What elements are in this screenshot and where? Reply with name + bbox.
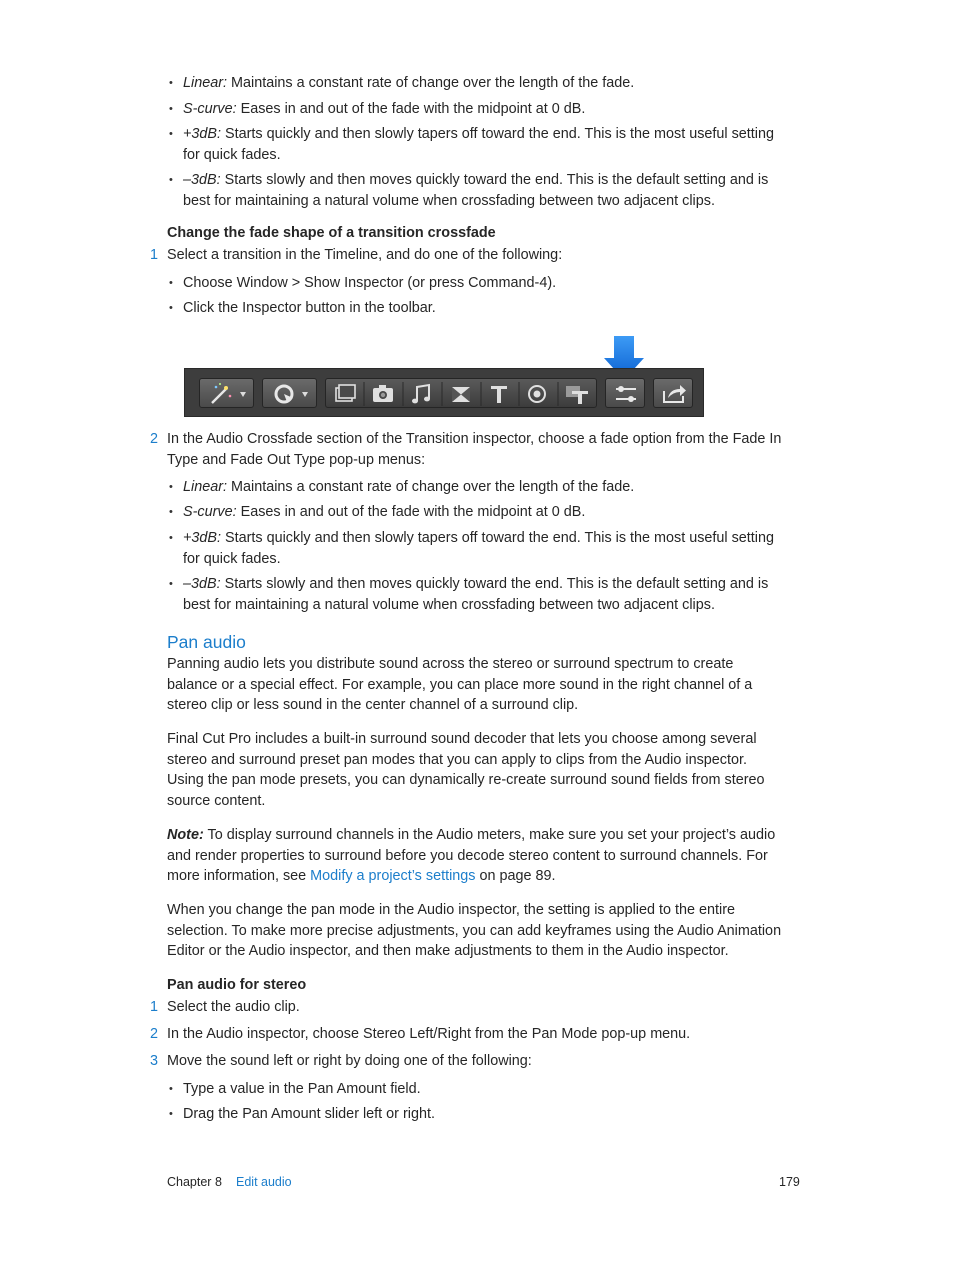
media-browser-group <box>325 378 597 408</box>
list-item: S-curve: Eases in and out of the fade with the midpoint at 0 dB. <box>183 101 586 117</box>
bullet: • <box>169 481 173 493</box>
transitions-icon[interactable] <box>452 387 470 402</box>
titles-icon[interactable] <box>491 386 507 403</box>
paragraph-line: balance or a special effect. For example, you can place more sound in the right channel of a <box>167 677 753 693</box>
list-item: Drag the Pan Amount slider left or right. <box>183 1106 435 1122</box>
enhancements-button[interactable] <box>199 378 254 408</box>
modify-project-settings-link[interactable]: Modify a project’s settings <box>310 868 476 884</box>
inspector-button[interactable] <box>605 378 645 408</box>
generators-icon[interactable] <box>529 386 545 402</box>
bullet: • <box>169 578 173 590</box>
bullet: • <box>169 103 173 115</box>
share-button[interactable] <box>653 378 693 408</box>
paragraph-line: selection. To make more precise adjustments, you can add keyframes using the Audio Animation <box>167 923 782 939</box>
page-number: 179 <box>779 1175 800 1189</box>
list-item: +3dB: Starts quickly and then slowly tapers off toward the end. This is the most useful setting <box>183 126 775 142</box>
step-text: In the Audio Crossfade section of the Transition inspector, choose a fade option from the Fade In <box>167 431 782 447</box>
retime-button[interactable] <box>262 378 317 408</box>
step-number: 3 <box>150 1053 159 1069</box>
step-text-continuation: Type and Fade Out Type pop-up menus: <box>167 452 426 468</box>
bullet: • <box>169 1108 173 1120</box>
paragraph-line: stereo clip or less sound in the center channel of a surround clip. <box>167 697 579 713</box>
list-item: Choose Window > Show Inspector (or press Command-4). <box>183 275 557 291</box>
bullet: • <box>169 277 173 289</box>
retime-icon <box>263 379 318 409</box>
footer-chapter-link[interactable]: Edit audio <box>236 1175 292 1189</box>
paragraph-line: Final Cut Pro includes a built-in surround sound decoder that lets you choose among several <box>167 731 757 747</box>
step-text: In the Audio inspector, choose Stereo Left/Right from the Pan Mode pop-up menu. <box>167 1026 691 1042</box>
list-item: S-curve: Eases in and out of the fade with the midpoint at 0 dB. <box>183 504 586 520</box>
bullet: • <box>169 506 173 518</box>
step-number: 1 <box>150 999 159 1015</box>
list-item: +3dB: Starts quickly and then slowly tapers off toward the end. This is the most useful setting <box>183 530 775 546</box>
paragraph-line: Editor or the Audio inspector, and then make adjustments to them in the Audio inspector. <box>167 943 729 959</box>
media-browser-icons <box>326 379 598 409</box>
task-heading: Pan audio for stereo <box>167 977 307 993</box>
photo-icon[interactable] <box>373 385 393 402</box>
step-text: Select the audio clip. <box>167 999 300 1015</box>
step-text: Select a transition in the Timeline, and do one of the following: <box>167 247 563 263</box>
step-number: 2 <box>150 1026 159 1042</box>
paragraph-line: stereo and surround preset pan modes that you can apply to clips from the Audio inspector. <box>167 752 747 768</box>
step-number: 2 <box>150 431 159 447</box>
list-item: Linear: Maintains a constant rate of change over the length of the fade. <box>183 479 635 495</box>
list-item: –3dB: Starts slowly and then moves quickly toward the end. This is the default setting and is <box>183 576 769 592</box>
bullet: • <box>169 77 173 89</box>
note-label: Note: <box>167 827 204 843</box>
list-item: Type a value in the Pan Amount field. <box>183 1081 421 1097</box>
toolbar <box>184 368 704 417</box>
list-item-continuation: best for maintaining a natural volume when crossfading between two adjacent clips. <box>183 193 715 209</box>
bullet: • <box>169 1083 173 1095</box>
note-line: and render properties to surround before you decode stereo content to surround channels. For <box>167 848 768 864</box>
note-line: more information, see Modify a project’s settings on page 89. <box>167 868 556 884</box>
step-number: 1 <box>150 247 159 263</box>
paragraph-line: Panning audio lets you distribute sound across the stereo or surround spectrum to create <box>167 656 734 672</box>
list-item: –3dB: Starts slowly and then moves quickly toward the end. This is the default setting and is <box>183 172 769 188</box>
music-icon[interactable] <box>412 385 430 403</box>
paragraph-line: When you change the pan mode in the Audio inspector, the setting is applied to the entire <box>167 902 736 918</box>
list-item-continuation: for quick fades. <box>183 551 281 567</box>
themes-icon[interactable] <box>566 386 588 404</box>
note-line: Note: To display surround channels in the Audio meters, make sure you set your project’s audio <box>167 827 776 843</box>
paragraph-line: source content. <box>167 793 266 809</box>
browser-icon[interactable] <box>336 385 355 401</box>
section-title: Pan audio <box>167 632 246 652</box>
bullet: • <box>169 532 173 544</box>
magic-wand-icon <box>200 379 255 409</box>
share-icon <box>654 379 694 409</box>
list-item-continuation: best for maintaining a natural volume when crossfading between two adjacent clips. <box>183 597 715 613</box>
step-text: Move the sound left or right by doing one of the following: <box>167 1053 532 1069</box>
list-item: Click the Inspector button in the toolbar. <box>183 300 436 316</box>
bullet: • <box>169 174 173 186</box>
task-heading: Change the fade shape of a transition crossfade <box>167 225 496 241</box>
list-item: Linear: Maintains a constant rate of change over the length of the fade. <box>183 75 635 91</box>
footer-chapter: Chapter 8 <box>167 1175 222 1189</box>
inspector-icon <box>606 379 646 409</box>
bullet: • <box>169 302 173 314</box>
paragraph-line: Using the pan mode presets, you can dynamically re-create surround sound fields from stereo <box>167 772 765 788</box>
list-item-continuation: for quick fades. <box>183 147 281 163</box>
bullet: • <box>169 128 173 140</box>
